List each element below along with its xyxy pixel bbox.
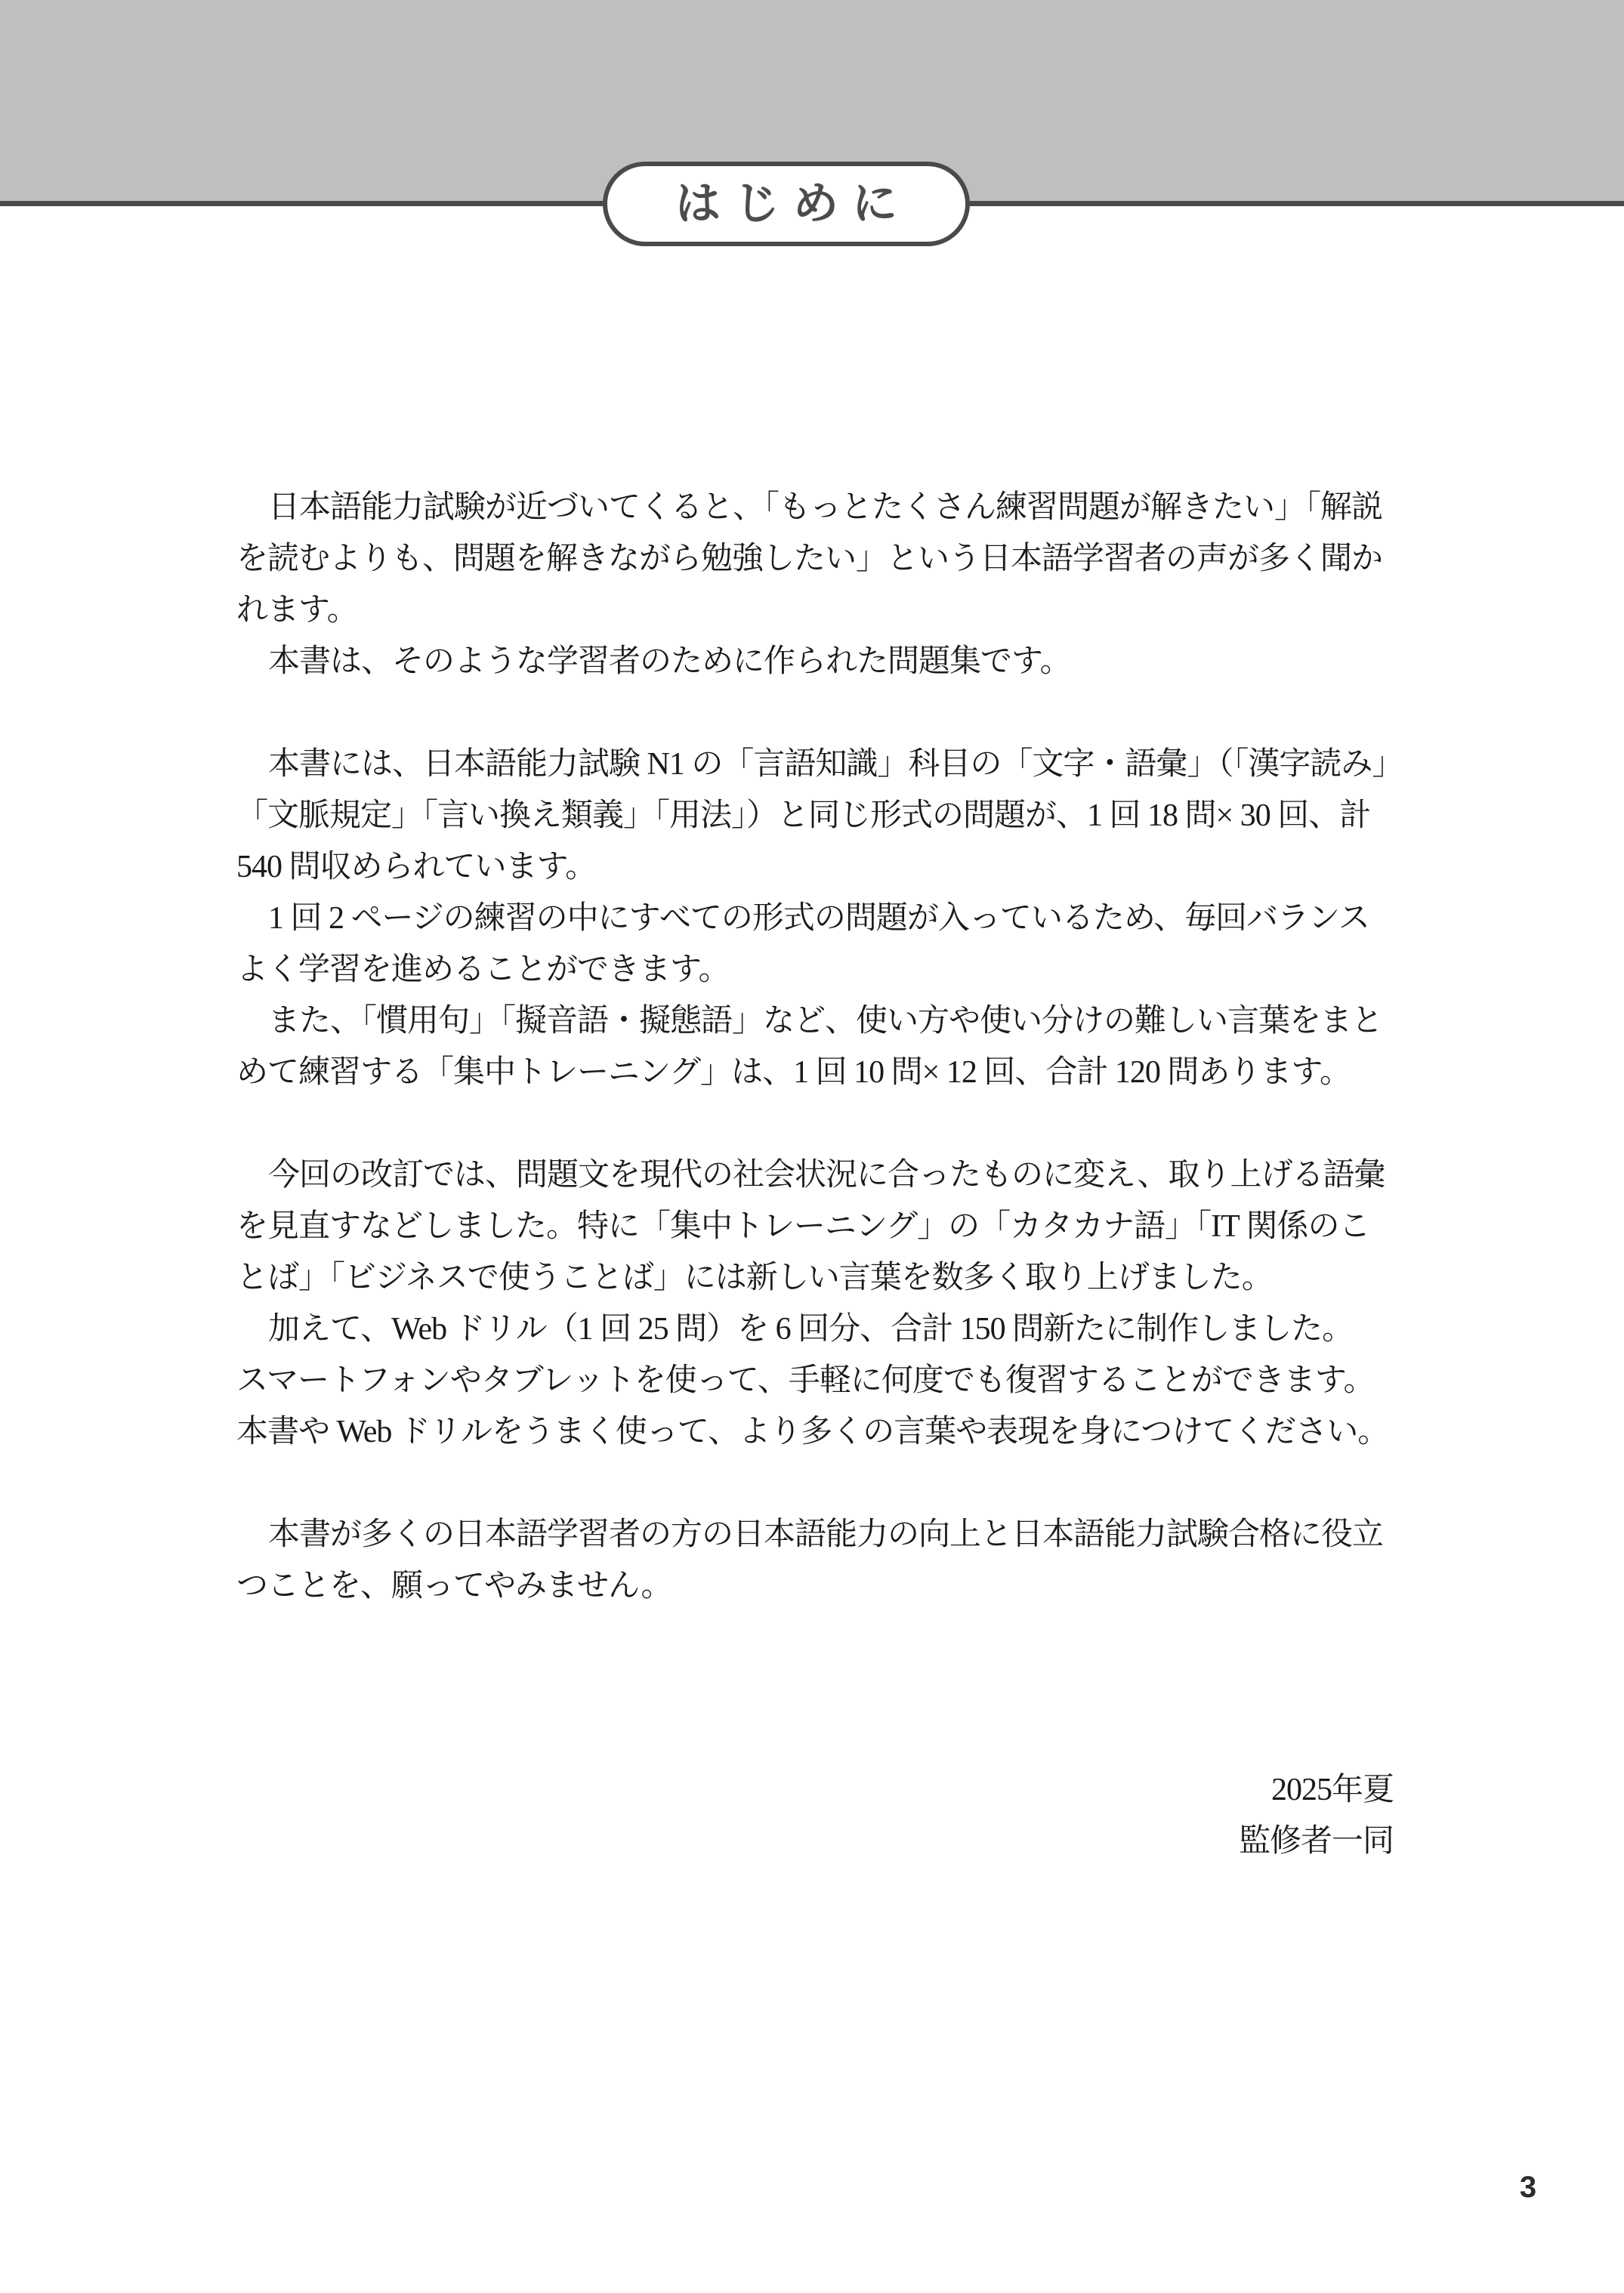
page-number: 3: [1519, 2171, 1537, 2204]
text-line: [236, 1458, 1415, 1509]
text-line: 1 回 2 ページの練習の中にすべての形式の問題が入っているため、毎回バランス: [236, 893, 1415, 944]
paragraph-indent: [236, 927, 268, 928]
text-line: 本書は、そのような学習者のために作られた問題集です。: [236, 636, 1415, 687]
text-line: 本書には、日本語能力試験 N1 の「言語知識」科目の「文字・語彙」（「漢字読み」: [236, 739, 1415, 790]
text-line: [236, 687, 1415, 739]
text-line: また、「慣用句」「擬音語・擬態語」など、使い方や使い分けの難しい言葉をまと: [236, 995, 1415, 1047]
text-line: を見直すなどしました。特に「集中トレーニング」の「カタカナ語」「IT 関係のこ: [236, 1209, 1370, 1244]
text-line: 本書が多くの日本語学習者の方の日本語能力の向上と日本語能力試験合格に役立: [236, 1509, 1415, 1560]
text-line: めて練習する「集中トレーニング」は、1 回 10 問× 12 回、合計 120 問あります。: [236, 1055, 1351, 1090]
text-line: スマートフォンやタブレットを使って、手軽に何度でも復習することができます。: [236, 1363, 1375, 1398]
text-line: よく学習を進めることができます。: [236, 952, 730, 987]
chapter-title-box: [603, 162, 970, 246]
paragraph-indent: [236, 773, 268, 774]
text-line: 監修者一同: [1238, 1824, 1394, 1859]
text-line: れます。: [236, 593, 358, 628]
text-line: 「文脈規定」「言い換え類義」「用法」）と同じ形式の問題が、1 回 18 問× 30 回、計: [236, 798, 1371, 833]
signature-block: [236, 1764, 1394, 1867]
text-line: 540 問収められています。: [236, 850, 597, 884]
preface-body: [236, 482, 1415, 1612]
paragraph-indent: [236, 1544, 268, 1545]
text-line: とば」「ビジネスで使うことば」には新しい言葉を数多く取り上げました。: [236, 1261, 1273, 1295]
text-line: 加えて、Web ドリル（1 回 25 問）を 6 回分、合計 150 問新たに制作しました。: [236, 1304, 1415, 1355]
page-title: はじめに: [675, 178, 911, 229]
text-line: 今回の改訂では、問題文を現代の社会状況に合ったものに変え、取り上げる語彙: [236, 1150, 1415, 1201]
text-line: を読むよりも、問題を解きながら勉強したい」という日本語学習者の声が多く聞か: [236, 542, 1383, 576]
paragraph-indent: [236, 1030, 268, 1031]
text-line: 本書や Web ドリルをうまく使って、より多くの言葉や表現を身につけてください。: [236, 1415, 1389, 1449]
text-line: [236, 1098, 1415, 1150]
text-line: 日本語能力試験が近づいてくると、「もっとたくさん練習問題が解きたい」「解説: [236, 482, 1415, 533]
text-line: つことを、願ってやみません。: [236, 1569, 672, 1603]
paragraph-indent: [236, 1184, 268, 1185]
paragraph-indent: [236, 1338, 268, 1339]
text-line: 2025年夏: [1270, 1773, 1394, 1807]
